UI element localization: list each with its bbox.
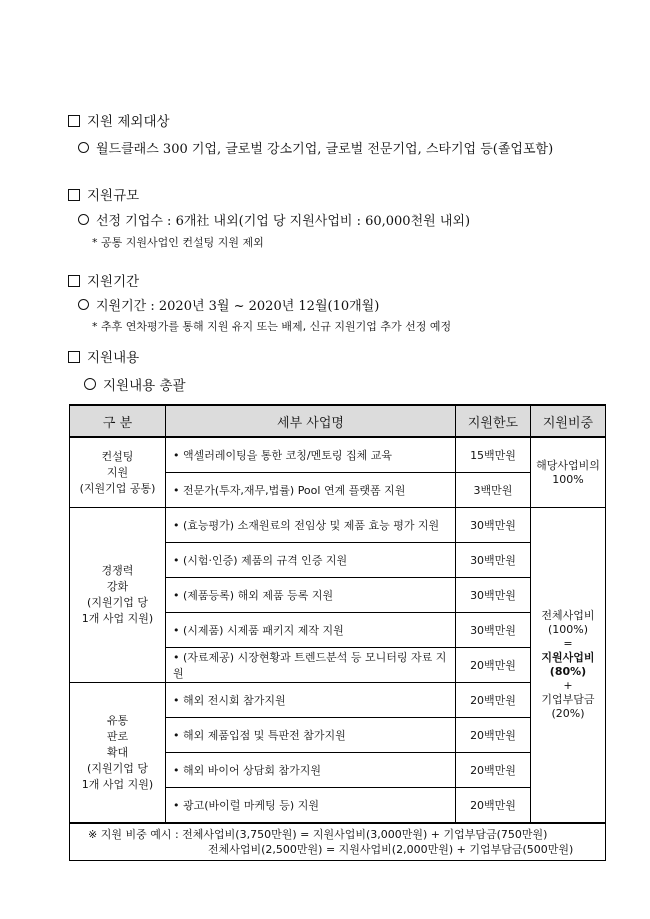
square-bullet-icon — [68, 351, 80, 363]
table-row — [70, 437, 606, 473]
program-name: • 광고(바이럴 마케팅 등) 지원 — [166, 788, 456, 824]
section-title: 지원규모 — [87, 188, 140, 204]
program-name: • 액셀러레이팅을 통한 코칭/멘토링 집체 교육 — [166, 437, 456, 473]
support-limit: 15백만원 — [456, 437, 531, 473]
square-bullet-icon — [68, 275, 80, 287]
support-limit: 30백만원 — [456, 578, 531, 613]
program-name: • (시제품) 시제품 패키지 제작 지원 — [166, 613, 456, 648]
table-footnote-row — [70, 823, 606, 861]
footnote-line: 전체사업비(2,500만원) = 지원사업비(2,000만원) + 기업부담금(500만원) — [208, 843, 574, 856]
program-name: • (시험·인증) 제품의 규격 인증 지원 — [166, 543, 456, 578]
table-row — [70, 508, 606, 543]
header-category: 구 분 — [70, 405, 166, 437]
support-limit: 20백만원 — [456, 788, 531, 824]
section-heading-period — [68, 270, 139, 290]
program-name: • (효능평가) 소재원료의 전임상 및 제품 효능 평가 지원 — [166, 508, 456, 543]
header-program: 세부 사업명 — [166, 405, 456, 437]
circle-bullet-icon — [84, 378, 96, 390]
table-header-row — [70, 405, 606, 437]
section-item-scale: 선정 기업수 : 6개社 내외(기업 당 지원사업비 : 60,000천원 내외) — [78, 210, 470, 229]
category-cell-distribution: 유통 판로 확대 (지원기업 당 1개 사업 지원) — [70, 683, 166, 824]
support-limit: 20백만원 — [456, 753, 531, 788]
header-limit: 지원한도 — [456, 405, 531, 437]
category-cell-consulting: 컨설팅 지원 (지원기업 공통) — [70, 437, 166, 508]
category-cell-competitiveness: 경쟁력 강화 (지원기업 당 1개 사업 지원) — [70, 508, 166, 683]
support-limit: 3백만원 — [456, 473, 531, 508]
support-limit: 30백만원 — [456, 543, 531, 578]
section-item-excluded: 월드클래스 300 기업, 글로벌 강소기업, 글로벌 전문기업, 스타기업 등(졸업포함) — [78, 138, 553, 157]
square-bullet-icon — [68, 189, 80, 201]
support-limit: 20백만원 — [456, 648, 531, 683]
program-name: • 해외 제품입점 및 특판전 참가지원 — [166, 718, 456, 753]
square-bullet-icon — [68, 115, 80, 127]
circle-bullet-icon — [78, 142, 89, 153]
circle-bullet-icon — [78, 299, 89, 310]
program-name: • (자료제공) 시장현황과 트렌드분석 등 모니터링 자료 지원 — [166, 648, 456, 683]
section-title: 지원내용 — [87, 350, 140, 366]
program-name: • (제품등록) 해외 제품 등록 지원 — [166, 578, 456, 613]
program-name: • 해외 전시회 참가지원 — [166, 683, 456, 718]
section-note-scale: * 공통 지원사업인 컨설팅 지원 제외 — [92, 236, 264, 249]
footnote-line: ※ 지원 비중 예시 : 전체사업비(3,750만원) = 지원사업비(3,000만원) + 기업부담금(750만원) — [88, 828, 548, 841]
section-note-period: * 추후 연차평가를 통해 지원 유지 또는 배제, 신규 지원기업 추가 선정 예정 — [92, 320, 452, 333]
ratio-cell-consulting: 해당사업비의 100% — [531, 437, 606, 508]
circle-bullet-icon — [78, 214, 89, 225]
support-limit: 20백만원 — [456, 683, 531, 718]
support-limit: 30백만원 — [456, 508, 531, 543]
support-limit: 20백만원 — [456, 718, 531, 753]
ratio-cell-shared: 전체사업비 (100%) = 지원사업비 (80%) + 기업부담금 (20%) — [531, 508, 606, 824]
table-footnote — [70, 823, 606, 861]
table-row — [70, 683, 606, 718]
support-summary-table — [69, 404, 606, 861]
section-heading-excluded — [68, 110, 170, 130]
section-title: 지원 제외대상 — [87, 114, 170, 130]
section-item-period: 지원기간 : 2020년 3월 ~ 2020년 12월(10개월) — [78, 295, 379, 314]
section-heading-scale — [68, 184, 139, 204]
header-ratio: 지원비중 — [531, 405, 606, 437]
program-name: • 해외 바이어 상담회 참가지원 — [166, 753, 456, 788]
program-name: • 전문가(투자,재무,법률) Pool 연계 플랫폼 지원 — [166, 473, 456, 508]
section-subheading-content: 지원내용 총괄 — [84, 374, 186, 394]
section-heading-content — [68, 346, 139, 366]
support-limit: 30백만원 — [456, 613, 531, 648]
section-title: 지원기간 — [87, 274, 140, 290]
